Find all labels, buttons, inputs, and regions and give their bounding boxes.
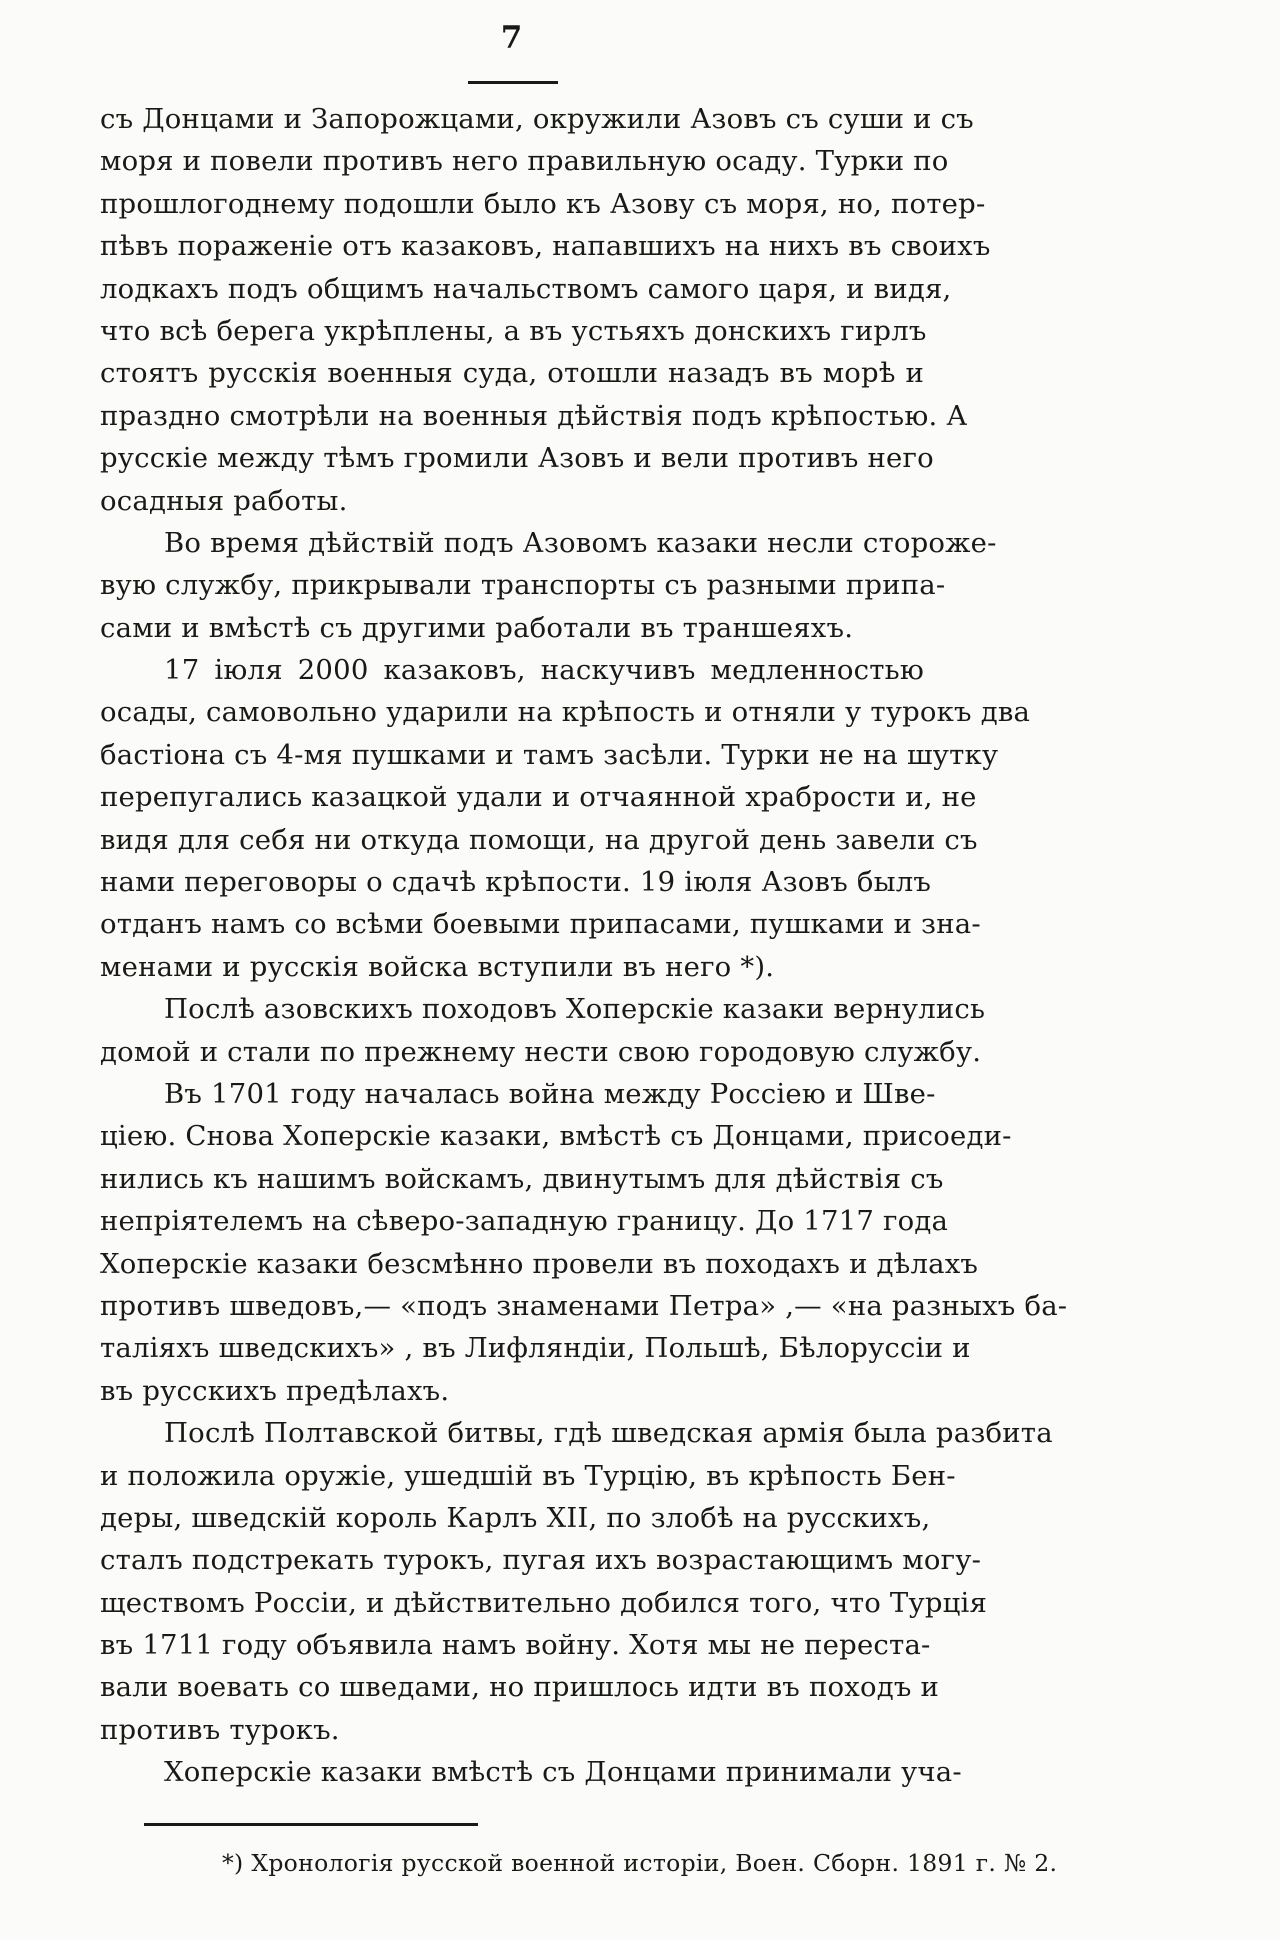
text-line: перепугались казацкой удали и отчаянной храбрости и, не bbox=[100, 781, 977, 814]
text-line: осадныя работы. bbox=[100, 484, 348, 517]
text-line: домой и стали по прежнему нести свою городовую службу. bbox=[100, 1035, 982, 1068]
text-line: противъ шведовъ,— «подъ знаменами Петра» ,— «на разныхъ ба- bbox=[100, 1289, 1068, 1322]
text-line: моря и повели противъ него правильную осаду. Турки по bbox=[100, 145, 949, 178]
text-line: Послѣ азовскихъ походовъ Хоперскіе казаки вернулись bbox=[164, 993, 986, 1026]
text-line: Хоперскіе казаки безсмѣнно провели въ походахъ и дѣлахъ bbox=[100, 1247, 979, 1280]
text-line: менами и русскія войска вступили въ него *). bbox=[100, 950, 775, 983]
text-line: въ 1711 году объявила намъ войну. Хотя мы не переста- bbox=[100, 1629, 931, 1662]
text-line: въ русскихъ предѣлахъ. bbox=[100, 1374, 450, 1407]
footnote-rule bbox=[144, 1823, 478, 1826]
text-line: что всѣ берега укрѣплены, а въ устьяхъ донскихъ гирлъ bbox=[100, 314, 927, 347]
text-line: ществомъ Россіи, и дѣйствительно добился того, что Турція bbox=[100, 1586, 988, 1619]
text-line: вую службу, прикрывали транспорты съ разными припа- bbox=[100, 569, 946, 602]
text-line: Во время дѣйствій подъ Азовомъ казаки несли стороже- bbox=[164, 526, 997, 559]
text-line: пѣвъ пораженіе отъ казаковъ, напавшихъ на нихъ въ своихъ bbox=[100, 230, 991, 263]
text-line: бастіона съ 4-мя пушками и тамъ засѣли. Турки не на шутку bbox=[100, 738, 999, 771]
page-number: 7 bbox=[500, 20, 524, 56]
text-line: Въ 1701 году началась война между Россіею и Шве- bbox=[164, 1077, 936, 1110]
text-line: нами переговоры о сдачѣ крѣпости. 19 іюля Азовъ былъ bbox=[100, 866, 932, 899]
text-line: ціею. Снова Хоперскіе казаки, вмѣстѣ съ Донцами, присоеди- bbox=[100, 1120, 1012, 1153]
body-text bbox=[100, 98, 1068, 1794]
text-line: непріятелемъ на сѣверо-западную границу. До 1717 года bbox=[100, 1205, 949, 1238]
text-line: противъ турокъ. bbox=[100, 1713, 340, 1746]
text-line: осады, самовольно ударили на крѣпость и отняли у турокъ два bbox=[100, 696, 1031, 729]
footnote-marker: *) bbox=[222, 1849, 244, 1877]
text-line: таліяхъ шведскихъ» , въ Лифляндіи, Польшѣ, Бѣлоруссіи и bbox=[100, 1332, 971, 1365]
footnote bbox=[222, 1849, 1058, 1877]
text-line: отданъ намъ со всѣми боевыми припасами, пушками и зна- bbox=[100, 908, 981, 941]
text-line: сами и вмѣстѣ съ другими работали въ траншеяхъ. bbox=[100, 611, 854, 644]
text-line: русскіе между тѣмъ громили Азовъ и вели противъ него bbox=[100, 442, 934, 475]
text-line: лодкахъ подъ общимъ начальствомъ самого царя, и видя, bbox=[100, 272, 952, 305]
text-line: прошлогоднему подошли было къ Азову съ моря, но, потер- bbox=[100, 187, 986, 220]
page-number-rule bbox=[468, 81, 558, 84]
text-line: сталъ подстрекать турокъ, пугая ихъ возрастающимъ могу- bbox=[100, 1544, 982, 1577]
text-line: видя для себя ни откуда помощи, на другой день завели съ bbox=[100, 823, 978, 856]
text-line: деры, шведскій король Карлъ XII, по злобѣ на русскихъ, bbox=[100, 1501, 931, 1534]
text-line: и положила оружіе, ушедшій въ Турцію, въ крѣпость Бен- bbox=[100, 1459, 956, 1492]
text-line: Послѣ Полтавской битвы, гдѣ шведская армія была разбита bbox=[164, 1417, 1053, 1450]
text-line: вали воевать со шведами, но пришлось идти въ походъ и bbox=[100, 1671, 939, 1704]
footnote-text: Хронологія русской военной исторіи, Воен. Сборн. 1891 г. № 2. bbox=[251, 1849, 1058, 1877]
text-line: Хоперскіе казаки вмѣстѣ съ Донцами принимали уча- bbox=[164, 1756, 962, 1789]
text-line: стоятъ русскія военныя суда, отошли назадъ въ морѣ и bbox=[100, 357, 924, 390]
text-line: 17 іюля 2000 казаковъ, наскучивъ медленностью bbox=[164, 654, 924, 687]
text-line: нились къ нашимъ войскамъ, двинутымъ для дѣйствія съ bbox=[100, 1162, 944, 1195]
text-line: съ Донцами и Запорожцами, окружили Азовъ съ суши и съ bbox=[100, 103, 974, 135]
text-line: праздно смотрѣли на военныя дѣйствія подъ крѣпостью. А bbox=[100, 399, 968, 432]
